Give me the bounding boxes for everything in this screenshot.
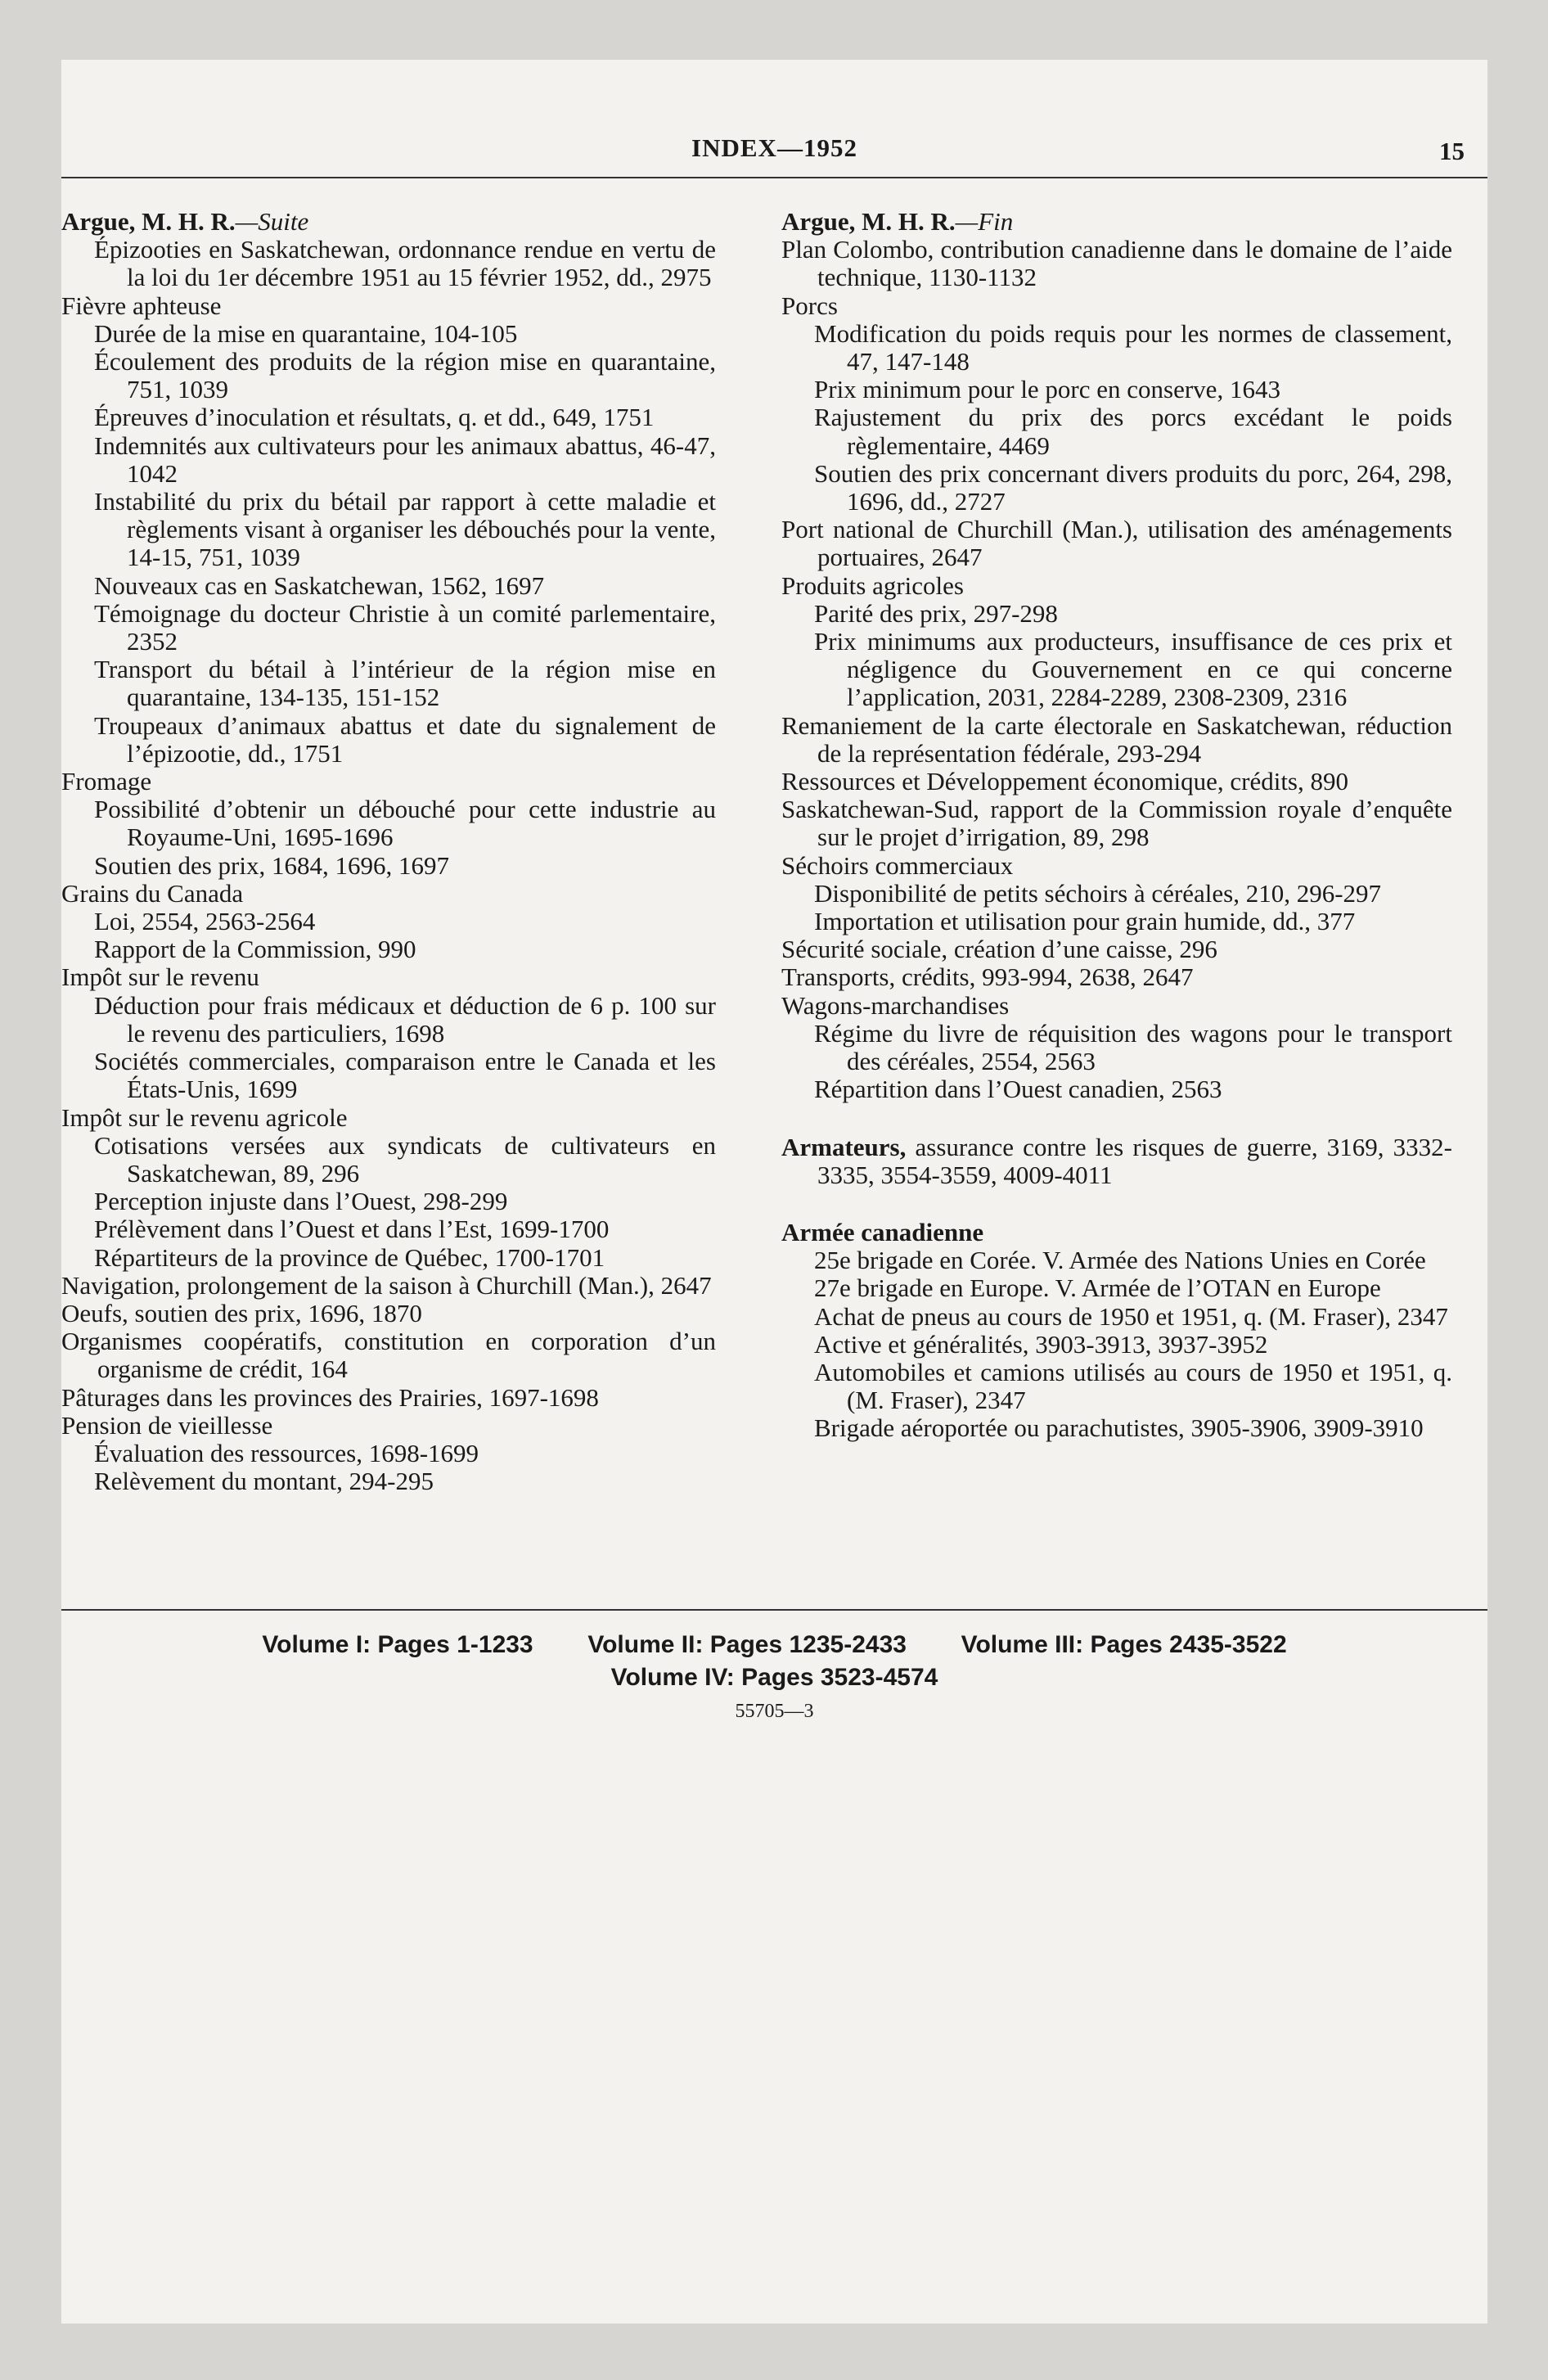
index-entry: Durée de la mise en quarantaine, 104-105 xyxy=(94,318,518,348)
index-entry: Fièvre aphteuse xyxy=(61,291,222,320)
index-entry: Soutien des prix, 1684, 1696, 1697 xyxy=(94,850,449,880)
index-entry: Remaniement de la carte électorale en Saskatchewan, réduction de la représentation fédérale, 293-294 xyxy=(781,710,1452,768)
index-entry: Produits agricoles xyxy=(781,570,964,600)
index-entry: Nouveaux cas en Saskatchewan, 1562, 1697 xyxy=(94,570,545,600)
index-entry: Prix minimum pour le porc en conserve, 1643 xyxy=(814,375,1280,404)
index-entry: Perception injuste dans l’Ouest, 298-299 xyxy=(94,1187,508,1216)
index-entry: Instabilité du prix du bétail par rapport à cette maladie et règlements visant à organiser les débouchés pour la vente, 14-15, 751, 1039 xyxy=(94,487,716,572)
index-entry: Disponibilité de petits séchoirs à céréales, 210, 296-297 xyxy=(814,878,1382,908)
index-entry: Prix minimums aux producteurs, insuffisance de ces prix et négligence du Gouvernement en ce qui concerne l’application, 2031, 2284-2289, 2308-2309, 2316 xyxy=(814,627,1452,712)
footer-line-2 xyxy=(61,1664,1487,1692)
volume-2: Volume II: Pages 1235-2433 xyxy=(587,1631,907,1658)
index-entry: Relèvement du montant, 294-295 xyxy=(94,1467,434,1496)
index-entry: 25e brigade en Corée. V. Armée des Nations Unies en Corée xyxy=(814,1246,1426,1275)
index-entry: Pension de vieillesse xyxy=(61,1410,273,1440)
right-column xyxy=(781,208,1452,1443)
index-entry: Épreuves d’inoculation et résultats, q. et dd., 649, 1751 xyxy=(94,403,655,432)
right-entries xyxy=(781,236,1452,1103)
spacer xyxy=(781,1104,1452,1134)
index-entry: Transports, crédits, 993-994, 2638, 2647 xyxy=(781,962,1194,992)
index-entry: Port national de Churchill (Man.), utilisation des aménagements portuaires, 2647 xyxy=(781,515,1452,572)
index-entry: Séchoirs commerciaux xyxy=(781,850,1014,880)
index-entry: Répartition dans l’Ouest canadien, 2563 xyxy=(814,1075,1222,1104)
index-entry: Fromage xyxy=(61,767,152,796)
index-entry: Transport du bétail à l’intérieur de la région mise en quarantaine, 134-135, 151-152 xyxy=(94,655,716,712)
left-column xyxy=(61,208,716,1495)
index-entry: Plan Colombo, contribution canadienne dans le domaine de l’aide technique, 1130-1132 xyxy=(781,235,1452,292)
index-entry: Active et généralités, 3903-3913, 3937-3952 xyxy=(814,1329,1268,1359)
index-entry: Rapport de la Commission, 990 xyxy=(94,935,416,964)
index-entry: Déduction pour frais médicaux et déduction de 6 p. 100 sur le revenu des particuliers, 1698 xyxy=(94,990,716,1048)
index-entry: Troupeaux d’animaux abattus et date du signalement de l’épizootie, dd., 1751 xyxy=(94,710,716,768)
index-entry: Automobiles et camions utilisés au cours de 1950 et 1951, q. (M. Fraser), 2347 xyxy=(814,1357,1452,1415)
print-code: 55705—3 xyxy=(735,1701,814,1722)
index-entry: Brigade aéroportée ou parachutistes, 3905-3906, 3909-3910 xyxy=(814,1413,1424,1443)
page-header xyxy=(61,133,1487,183)
index-entry: Modification du poids requis pour les normes de classement, 47, 147-148 xyxy=(814,318,1452,376)
index-entry: Pâturages dans les provinces des Prairies, 1697-1698 xyxy=(61,1382,599,1412)
index-entry: Saskatchewan-Sud, rapport de la Commission royale d’enquête sur le projet d’irrigation, 89, 298 xyxy=(781,795,1452,852)
index-entry: Wagons-marchandises xyxy=(781,990,1010,1020)
index-entry: Porcs xyxy=(781,291,838,320)
index-entry: Ressources et Développement économique, crédits, 890 xyxy=(781,767,1348,796)
index-entry: Parité des prix, 297-298 xyxy=(814,598,1058,628)
page-title: INDEX—1952 xyxy=(691,133,857,162)
index-entry: Sociétés commerciales, comparaison entre le Canada et les États-Unis, 1699 xyxy=(94,1047,716,1104)
index-entry: Achat de pneus au cours de 1950 et 1951, q. (M. Fraser), 2347 xyxy=(814,1301,1448,1331)
volume-3: Volume III: Pages 2435-3522 xyxy=(961,1631,1287,1658)
index-entry: Loi, 2554, 2563-2564 xyxy=(94,907,316,936)
index-entry: Possibilité d’obtenir un débouché pour cette industrie au Royaume-Uni, 1695-1696 xyxy=(94,795,716,852)
left-column-heading: Argue, M. H. R.—Suite xyxy=(61,207,309,236)
index-entry: Organismes coopératifs, constitution en corporation d’un organisme de crédit, 164 xyxy=(61,1327,716,1384)
index-entry: Répartiteurs de la province de Québec, 1700-1701 xyxy=(94,1242,605,1272)
index-entry: Soutien des prix concernant divers produits du porc, 264, 298, 1696, dd., 2727 xyxy=(814,458,1452,516)
index-entry: Rajustement du prix des porcs excédant le poids règlementaire, 4469 xyxy=(814,403,1452,460)
index-entry: Témoignage du docteur Christie à un comité parlementaire, 2352 xyxy=(94,598,716,656)
index-entry: Grains du Canada xyxy=(61,878,244,908)
left-entries xyxy=(61,236,716,1495)
spacer xyxy=(781,1189,1452,1219)
index-entry: Impôt sur le revenu xyxy=(61,962,259,992)
index-entry: Importation et utilisation pour grain humide, dd., 377 xyxy=(814,907,1356,936)
index-entry: Impôt sur le revenu agricole xyxy=(61,1102,348,1132)
index-entry: 27e brigade en Europe. V. Armée de l’OTAN en Europe xyxy=(814,1273,1381,1303)
footer-line-1 xyxy=(61,1631,1487,1659)
index-entry: Écoulement des produits de la région mise en quarantaine, 751, 1039 xyxy=(94,347,716,404)
armee-entries xyxy=(781,1246,1452,1442)
index-entry: Épizooties en Saskatchewan, ordonnance rendue en vertu de la loi du 1er décembre 1951 au 15 février 1952, dd., 2975 xyxy=(94,235,716,292)
index-entry: Évaluation des ressources, 1698-1699 xyxy=(94,1438,479,1467)
header-rule xyxy=(61,177,1487,178)
index-entry: Prélèvement dans l’Ouest et dans l’Est, 1699-1700 xyxy=(94,1215,610,1244)
right-column-heading: Argue, M. H. R.—Fin xyxy=(781,207,1014,236)
volume-1: Volume I: Pages 1-1233 xyxy=(262,1631,533,1658)
armee-heading: Armée canadienne xyxy=(781,1217,984,1246)
index-page xyxy=(61,60,1487,2324)
armateurs-entry: Armateurs, assurance contre les risques de guerre, 3169, 3332-3335, 3554-3559, 4009-4011 xyxy=(781,1132,1452,1189)
index-entry: Régime du livre de réquisition des wagons pour le transport des céréales, 2554, 2563 xyxy=(814,1018,1452,1076)
index-entry: Navigation, prolongement de la saison à Churchill (Man.), 2647 xyxy=(61,1270,712,1300)
volume-4: Volume IV: Pages 3523-4574 xyxy=(610,1664,938,1691)
page-number: 15 xyxy=(1439,137,1465,165)
index-entry: Oeufs, soutien des prix, 1696, 1870 xyxy=(61,1298,422,1327)
footer-rule xyxy=(61,1609,1487,1611)
index-entry: Cotisations versées aux syndicats de cultivateurs en Saskatchewan, 89, 296 xyxy=(94,1130,716,1188)
index-entry: Indemnités aux cultivateurs pour les animaux abattus, 46-47, 1042 xyxy=(94,430,716,488)
index-entry: Sécurité sociale, création d’une caisse, 296 xyxy=(781,935,1217,964)
